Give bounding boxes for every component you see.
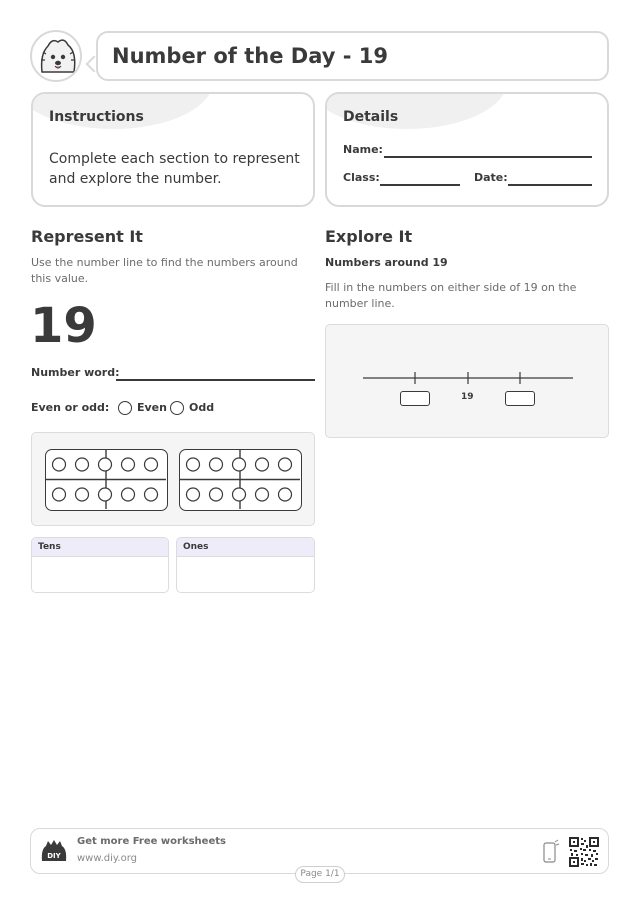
explore-description: Fill in the numbers on either side of 19 on the number line. <box>325 281 577 310</box>
details-heading: Details <box>343 109 399 125</box>
even-odd-label: Even or odd: <box>31 401 110 414</box>
page-indicator: Page 1/1 <box>295 866 345 883</box>
number-line-left-box[interactable] <box>400 391 430 406</box>
number-word-label: Number word: <box>31 366 120 379</box>
number-line-panel <box>325 324 609 438</box>
class-field[interactable] <box>380 184 460 186</box>
instructions-card <box>31 92 315 207</box>
explore-subtitle: Numbers around 19 <box>325 256 448 269</box>
number-line-right-box[interactable] <box>505 391 535 406</box>
number-line-center-label: 19 <box>461 392 474 402</box>
name-field[interactable] <box>384 156 592 158</box>
title-bubble <box>96 31 609 81</box>
footer-url[interactable]: www.diy.org <box>77 853 137 864</box>
date-label: Date: <box>474 171 508 184</box>
ones-header: Ones <box>177 538 314 557</box>
odd-radio[interactable] <box>170 401 184 415</box>
instructions-text: Complete each section to represent and explore the number. <box>49 151 300 187</box>
odd-label: Odd <box>189 401 215 414</box>
diy-logo-icon[interactable] <box>40 839 68 865</box>
day-number: 19 <box>30 298 97 354</box>
footer-title: Get more Free worksheets <box>77 836 226 847</box>
ten-frame-1 <box>45 449 168 511</box>
represent-description: Use the number line to find the numbers around this value. <box>31 256 298 285</box>
page-title: Number of the Day - 19 <box>112 44 388 68</box>
ten-frame-2 <box>179 449 302 511</box>
diy-logo-text: DIY <box>47 852 61 860</box>
details-card <box>325 92 609 207</box>
ones-box[interactable] <box>176 537 315 593</box>
instructions-heading: Instructions <box>49 109 144 125</box>
mascot-icon <box>30 30 82 82</box>
name-label: Name: <box>343 143 383 156</box>
tens-box[interactable] <box>31 537 169 593</box>
represent-title: Represent It <box>31 227 143 246</box>
number-word-field[interactable] <box>116 379 315 381</box>
date-field[interactable] <box>508 184 592 186</box>
phone-icon <box>542 839 560 865</box>
class-label: Class: <box>343 171 380 184</box>
explore-title: Explore It <box>325 227 413 246</box>
number-line <box>326 325 608 437</box>
ten-frames-panel <box>31 432 315 526</box>
tens-header: Tens <box>32 538 168 557</box>
qr-code-icon[interactable] <box>569 837 599 867</box>
even-radio[interactable] <box>118 401 132 415</box>
even-label: Even <box>137 401 167 414</box>
